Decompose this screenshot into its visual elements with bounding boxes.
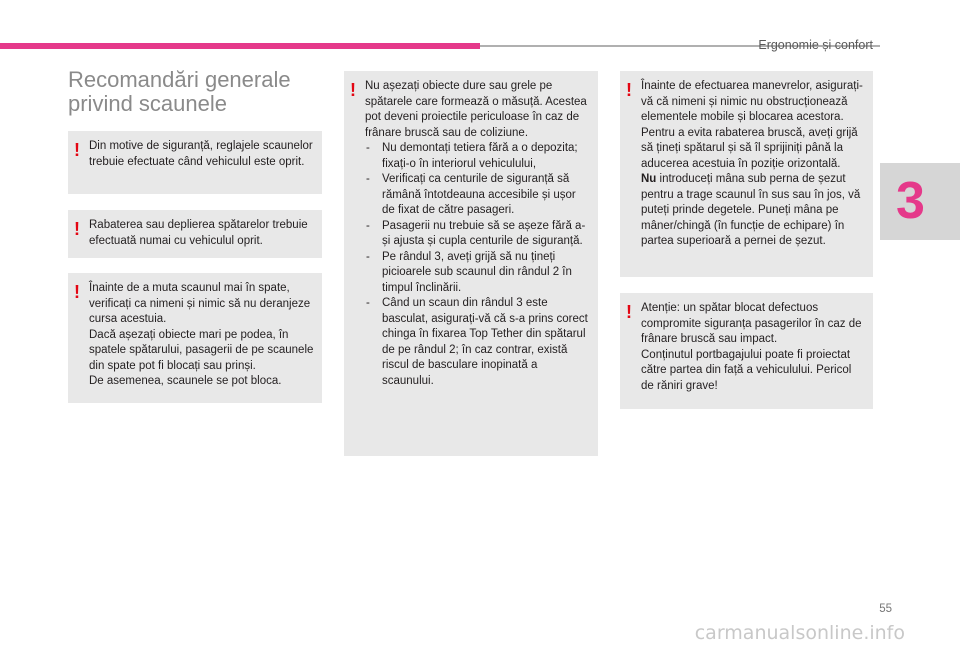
warning-icon: ! [626, 80, 632, 100]
warning-text: Rabaterea sau deplierea spătarelor trebuie efectuată numai cu vehiculul oprit. [89, 219, 308, 247]
warning-icon: ! [74, 219, 80, 239]
warning-box-3 [68, 273, 322, 403]
page-number: 55 [879, 603, 892, 615]
list-item: - Pasagerii nu trebuie să se așeze fără a-și ajusta și cupla centurile de siguranță. [365, 219, 590, 250]
warning-text [641, 172, 865, 250]
warning-text: Pentru a evita rabaterea bruscă, aveți grijă să țineți spătarul și să îl sprijiniți până la aducerea acestuia în poziție orizontală. [641, 126, 858, 170]
warning-box-5 [620, 71, 873, 277]
warning-text: Dacă așezați obiecte mari pe podea, în spatele spătarului, pasagerii de pe scaunele din spate pot fi blocați sau prinși. [89, 328, 314, 372]
list-item: - Verificați ca centurile de siguranță să rămână întotdeauna accesibile și ușor de fixat de către pasageri. [365, 172, 590, 219]
warning-text: Din motive de siguranță, reglajele scaunelor trebuie efectuate când vehiculul este oprit. [89, 140, 313, 168]
warning-box-1 [68, 131, 322, 194]
warning-box-6 [620, 293, 873, 409]
warning-icon: ! [626, 302, 632, 322]
warning-intro: Nu așezați obiecte dure sau grele pe spătarele care formează o măsuță. Acestea pot deveni proiectile periculoase în caz de frânare bruscă sau de coliziune. [365, 80, 587, 139]
warning-text: Înainte de a muta scaunul mai în spate, verificați ca nimeni și nimic să nu deranjeze cursa acestuia. [89, 282, 311, 325]
warning-icon: ! [74, 140, 80, 160]
warning-text: Conținutul portbagajului poate fi proiectat către partea din față a vehiculului. Pericol de răniri grave! [641, 348, 852, 392]
warning-icon: ! [74, 282, 80, 302]
emphasis-text: Nu [641, 173, 657, 185]
warning-box-4 [344, 71, 598, 456]
page-title: Recomandări generale privind scaunele [68, 67, 291, 116]
warning-text: De asemenea, scaunele se pot bloca. [89, 375, 282, 387]
header-accent-bar [0, 43, 480, 49]
warning-text: Înainte de efectuarea manevrelor, asigurați-vă că nimeni și nimic nu obstrucționează elementele mobile și blocarea acestora. [641, 80, 863, 123]
warning-icon: ! [350, 80, 356, 100]
section-header: Ergonomie și confort [758, 38, 873, 52]
list-item: - Când un scaun din rândul 3 este basculat, asigurați-vă că s-a prins corect chinga în fixarea Top Tether din spătarul de pe rândul 2; în caz contrar, există riscul de basculare inopinată a scaunului. [365, 296, 590, 389]
chapter-number: 3 [896, 172, 925, 230]
warning-box-2 [68, 210, 322, 258]
warning-text: Atenție: un spătar blocat defectuos compromite siguranța pasagerilor în caz de frânare bruscă sau impact. [641, 302, 862, 345]
footer-watermark: carmanualsonline.info [694, 622, 905, 644]
warning-text-rest: introduceți mâna sub perna de șezut pentru a trage scaunul în sus sau în jos, vă puteți prinde degetele. Puneți mâna pe mâner/chingă (în funcție de echipare) în partea superioară a pernei de șezut. [641, 173, 861, 247]
list-item: - Pe rândul 3, aveți grijă să nu țineți picioarele sub scaunul din rândul 2 în timpul înclinării. [365, 250, 590, 297]
list-item: - Nu demontați tetiera fără a o depozita; fixați-o în interiorul vehiculului, [365, 141, 590, 172]
